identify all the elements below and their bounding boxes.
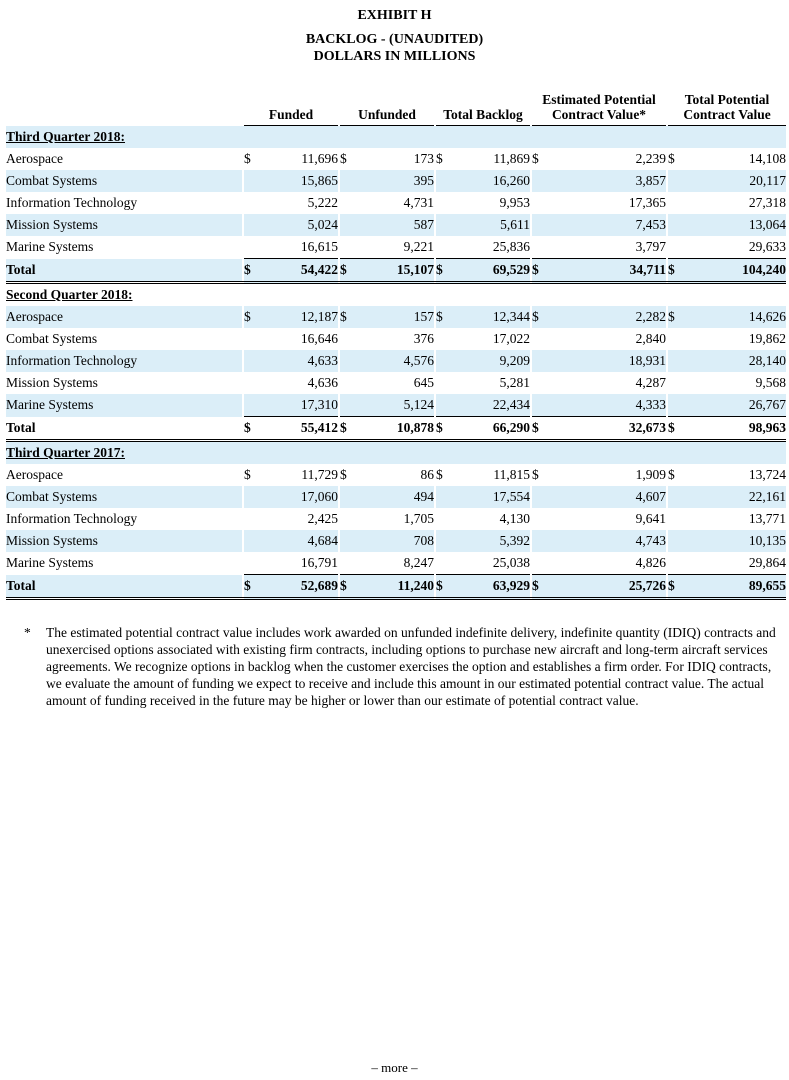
cell-value: 4,636 — [307, 375, 338, 390]
currency-symbol — [244, 394, 262, 417]
cell-value: 10,878 — [358, 417, 434, 441]
cell-value: 18,931 — [550, 350, 666, 372]
cell-value: 29,864 — [748, 555, 787, 570]
cell-value: 5,222 — [307, 195, 338, 210]
currency-symbol: $ — [436, 417, 454, 441]
cell-value: 4,731 — [403, 195, 434, 210]
cell-value: 645 — [413, 375, 434, 390]
column-header-total-backlog: Total Backlog — [436, 92, 530, 126]
table-row — [6, 214, 786, 236]
label-column-header — [6, 92, 242, 126]
currency-symbol — [532, 350, 550, 372]
cell-value: 14,108 — [748, 151, 787, 166]
currency-symbol — [668, 530, 686, 552]
cell-value: 708 — [358, 530, 434, 552]
currency-symbol — [340, 236, 358, 259]
row-label: Total — [6, 417, 242, 441]
currency-symbol — [340, 328, 358, 350]
row-label: Total — [6, 259, 242, 283]
currency-symbol: $ — [244, 417, 262, 441]
currency-symbol — [668, 486, 686, 508]
currency-symbol — [532, 214, 550, 236]
cell-value: 5,611 — [454, 214, 530, 236]
cell-value: 11,815 — [493, 467, 530, 482]
cell-value: 89,655 — [686, 575, 786, 599]
cell-value: 5,024 — [262, 214, 338, 236]
cell-value: 11,696 — [301, 151, 338, 166]
cell-value: 5,281 — [499, 375, 530, 390]
footnote-marker: * — [24, 625, 31, 640]
table-row — [6, 372, 786, 394]
currency-symbol: $ — [340, 417, 358, 441]
cell-value: 20,117 — [686, 170, 786, 192]
currency-symbol — [436, 552, 454, 575]
currency-symbol — [436, 486, 454, 508]
cell-value: 4,287 — [635, 375, 667, 390]
table-row — [6, 148, 786, 170]
cell-value: 4,633 — [262, 350, 338, 372]
currency-symbol — [532, 394, 550, 417]
currency-symbol: $ — [668, 467, 675, 482]
cell-value: 32,673 — [550, 417, 666, 441]
currency-symbol — [668, 170, 686, 192]
cell-value: 28,140 — [686, 350, 786, 372]
cell-value: 66,290 — [454, 417, 530, 441]
cell-value: 4,826 — [635, 555, 667, 570]
section-title: Third Quarter 2018: — [6, 126, 786, 149]
currency-symbol: $ — [668, 259, 686, 283]
currency-symbol — [436, 350, 454, 372]
currency-symbol: $ — [668, 306, 686, 328]
currency-symbol: $ — [436, 151, 443, 166]
currency-symbol — [340, 508, 358, 530]
row-label: Information Technology — [6, 195, 138, 210]
currency-symbol — [668, 552, 686, 575]
currency-symbol — [244, 236, 262, 259]
currency-symbol — [244, 350, 262, 372]
cell-value: 16,615 — [300, 239, 338, 254]
currency-symbol: $ — [340, 259, 358, 283]
currency-symbol: $ — [532, 151, 539, 166]
currency-symbol — [668, 350, 686, 372]
cell-value: 2,425 — [307, 511, 338, 526]
cell-value: 13,724 — [748, 467, 787, 482]
table-row — [6, 236, 786, 259]
currency-symbol — [532, 530, 550, 552]
cell-value: 25,836 — [492, 239, 530, 254]
currency-symbol — [340, 372, 358, 394]
cell-value: 12,344 — [454, 306, 530, 328]
currency-symbol: $ — [532, 575, 550, 599]
cell-value: 52,689 — [262, 575, 338, 599]
footnote — [24, 624, 776, 709]
cell-value: 55,412 — [262, 417, 338, 441]
currency-symbol — [340, 350, 358, 372]
currency-symbol: $ — [340, 306, 358, 328]
section-header-row — [6, 126, 786, 149]
currency-symbol — [244, 170, 262, 192]
currency-symbol — [532, 372, 550, 394]
cell-value: 4,684 — [262, 530, 338, 552]
cell-value: 4,743 — [550, 530, 666, 552]
currency-symbol: $ — [244, 151, 251, 166]
currency-symbol — [340, 214, 358, 236]
cell-value: 17,022 — [492, 331, 530, 346]
cell-value: 3,797 — [635, 239, 667, 254]
row-label: Aerospace — [6, 151, 63, 166]
currency-symbol — [244, 192, 262, 214]
currency-symbol — [436, 508, 454, 530]
currency-symbol — [532, 192, 550, 214]
currency-symbol — [532, 328, 550, 350]
cell-value: 25,038 — [492, 555, 530, 570]
currency-symbol — [436, 170, 454, 192]
table-row — [6, 192, 786, 214]
currency-symbol: $ — [244, 306, 262, 328]
cell-value: 16,791 — [300, 555, 338, 570]
currency-symbol — [668, 394, 686, 417]
currency-symbol: $ — [668, 151, 675, 166]
column-header-funded: Funded — [244, 92, 338, 126]
column-header-unfunded: Unfunded — [340, 92, 434, 126]
cell-value: 11,240 — [358, 575, 434, 599]
cell-value: 29,633 — [748, 239, 787, 254]
cell-value: 13,771 — [748, 511, 787, 526]
cell-value: 2,840 — [635, 331, 667, 346]
cell-value: 1,909 — [635, 467, 667, 482]
cell-value: 25,726 — [550, 575, 666, 599]
row-label: Marine Systems — [6, 394, 242, 417]
cell-value: 4,130 — [499, 511, 530, 526]
currency-symbol — [668, 508, 686, 530]
currency-symbol — [436, 394, 454, 417]
cell-value: 10,135 — [686, 530, 786, 552]
cell-value: 104,240 — [686, 259, 786, 283]
currency-symbol — [244, 508, 262, 530]
currency-symbol — [436, 328, 454, 350]
cell-value: 15,865 — [262, 170, 338, 192]
table-row — [6, 552, 786, 575]
cell-value: 63,929 — [454, 575, 530, 599]
cell-value: 17,060 — [262, 486, 338, 508]
currency-symbol — [340, 552, 358, 575]
table-row — [6, 328, 786, 350]
cell-value: 98,963 — [686, 417, 786, 441]
currency-symbol: $ — [340, 467, 347, 482]
currency-symbol — [436, 236, 454, 259]
currency-symbol: $ — [532, 306, 550, 328]
currency-symbol: $ — [532, 467, 539, 482]
cell-value: 157 — [358, 306, 434, 328]
currency-symbol: $ — [436, 467, 443, 482]
currency-symbol — [668, 372, 686, 394]
cell-value: 9,209 — [454, 350, 530, 372]
table-row — [6, 306, 786, 328]
currency-symbol — [668, 328, 686, 350]
cell-value: 9,568 — [755, 375, 787, 390]
cell-value: 15,107 — [358, 259, 434, 283]
currency-symbol — [436, 530, 454, 552]
backlog-table — [6, 92, 786, 600]
currency-symbol: $ — [244, 259, 262, 283]
exhibit-label: EXHIBIT H — [357, 8, 432, 23]
cell-value: 27,318 — [748, 195, 787, 210]
currency-symbol — [244, 486, 262, 508]
cell-value: 2,282 — [550, 306, 666, 328]
currency-symbol — [340, 394, 358, 417]
section-header-row — [6, 441, 786, 465]
currency-symbol — [436, 372, 454, 394]
cell-value: 5,124 — [358, 394, 434, 417]
currency-symbol — [532, 170, 550, 192]
cell-value: 17,554 — [454, 486, 530, 508]
cell-value: 3,857 — [550, 170, 666, 192]
currency-symbol: $ — [436, 306, 454, 328]
footnote-text: The estimated potential contract value includes work awarded on unfunded indefinite delivery, indefinite quantity (IDIQ) contracts and unexercised options associated with existing firm contracts, including options to purchase new aircraft and long-term aircraft services agreements. We recognize options in backlog when the customer exercises the option and establishes a firm order. For IDIQ contracts, we evaluate the amount of funding we expect to receive and include this amount in our estimated potential contract value. The actual amount of funding received in the future may be higher or lower than our estimate of potential contract value. — [46, 625, 776, 708]
cell-value: 86 — [420, 467, 434, 482]
cell-value: 12,187 — [262, 306, 338, 328]
row-label: Total — [6, 575, 242, 599]
currency-symbol — [244, 372, 262, 394]
cell-value: 587 — [358, 214, 434, 236]
cell-value: 5,392 — [454, 530, 530, 552]
currency-symbol — [244, 214, 262, 236]
cell-value: 69,529 — [454, 259, 530, 283]
cell-value: 22,161 — [686, 486, 786, 508]
currency-symbol — [244, 530, 262, 552]
currency-symbol: $ — [340, 151, 347, 166]
cell-value: 7,453 — [550, 214, 666, 236]
currency-symbol — [340, 170, 358, 192]
table-row — [6, 394, 786, 417]
table-body — [6, 126, 786, 599]
currency-symbol: $ — [668, 417, 686, 441]
cell-value: 26,767 — [686, 394, 786, 417]
currency-symbol: $ — [532, 259, 550, 283]
currency-symbol — [532, 508, 550, 530]
cell-value: 1,705 — [403, 511, 434, 526]
currency-symbol — [436, 192, 454, 214]
row-label: Aerospace — [6, 467, 63, 482]
cell-value: 395 — [358, 170, 434, 192]
cell-value: 494 — [358, 486, 434, 508]
section-title: Second Quarter 2018: — [6, 287, 133, 302]
row-label: Mission Systems — [6, 530, 242, 552]
section-header-row — [6, 283, 786, 307]
currency-symbol — [436, 214, 454, 236]
cell-value: 8,247 — [403, 555, 434, 570]
currency-symbol — [244, 328, 262, 350]
row-label: Combat Systems — [6, 331, 98, 346]
currency-symbol — [340, 530, 358, 552]
table-row — [6, 350, 786, 372]
page-footer: – more – — [371, 1060, 418, 1075]
currency-symbol — [532, 552, 550, 575]
table-row — [6, 530, 786, 552]
column-header-total-potential-contract-value: Total Potential Contract Value — [668, 92, 786, 126]
row-label: Combat Systems — [6, 170, 242, 192]
currency-symbol: $ — [436, 575, 454, 599]
cell-value: 13,064 — [686, 214, 786, 236]
cell-value: 9,953 — [499, 195, 530, 210]
row-label: Combat Systems — [6, 486, 242, 508]
table-row — [6, 464, 786, 486]
row-label: Marine Systems — [6, 239, 94, 255]
cell-value: 14,626 — [686, 306, 786, 328]
cell-value: 17,365 — [628, 195, 667, 210]
cell-value: 376 — [413, 331, 434, 346]
currency-symbol: $ — [340, 575, 358, 599]
cell-value: 9,641 — [635, 511, 667, 526]
table-row — [6, 508, 786, 530]
row-label: Information Technology — [6, 350, 242, 372]
currency-symbol — [532, 236, 550, 259]
cell-value: 19,862 — [748, 331, 787, 346]
row-label: Mission Systems — [6, 214, 242, 236]
section-title: Third Quarter 2017: — [6, 441, 786, 465]
currency-symbol — [668, 192, 686, 214]
row-label: Information Technology — [6, 511, 138, 526]
currency-symbol — [668, 214, 686, 236]
cell-value: 54,422 — [262, 259, 338, 283]
total-row — [6, 259, 786, 283]
cell-value: 4,576 — [358, 350, 434, 372]
column-header-row — [6, 92, 786, 126]
currency-symbol — [340, 192, 358, 214]
currency-symbol — [668, 236, 686, 259]
currency-symbol: $ — [244, 467, 251, 482]
total-row — [6, 417, 786, 441]
currency-symbol — [532, 486, 550, 508]
currency-symbol: $ — [668, 575, 686, 599]
currency-symbol — [340, 486, 358, 508]
page-title: BACKLOG - (UNAUDITED) — [305, 32, 484, 47]
row-label: Aerospace — [6, 306, 242, 328]
currency-symbol — [244, 552, 262, 575]
cell-value: 16,646 — [300, 331, 338, 346]
cell-value: 17,310 — [262, 394, 338, 417]
table-row — [6, 170, 786, 192]
table-row — [6, 486, 786, 508]
cell-value: 34,711 — [550, 259, 666, 283]
page-subtitle: DOLLARS IN MILLIONS — [313, 49, 476, 64]
total-row — [6, 575, 786, 599]
column-header-estimated-potential-contract-value: Estimated Potential Contract Value* — [532, 92, 666, 126]
currency-symbol: $ — [532, 417, 550, 441]
currency-symbol: $ — [436, 259, 454, 283]
cell-value: 22,434 — [454, 394, 530, 417]
cell-value: 2,239 — [635, 151, 667, 166]
cell-value: 9,221 — [403, 239, 434, 254]
cell-value: 4,333 — [550, 394, 666, 417]
cell-value: 4,607 — [550, 486, 666, 508]
cell-value: 11,869 — [493, 151, 530, 166]
cell-value: 11,729 — [301, 467, 338, 482]
cell-value: 16,260 — [454, 170, 530, 192]
currency-symbol: $ — [244, 575, 262, 599]
cell-value: 173 — [413, 151, 434, 166]
row-label: Marine Systems — [6, 555, 94, 571]
row-label: Mission Systems — [6, 375, 98, 390]
